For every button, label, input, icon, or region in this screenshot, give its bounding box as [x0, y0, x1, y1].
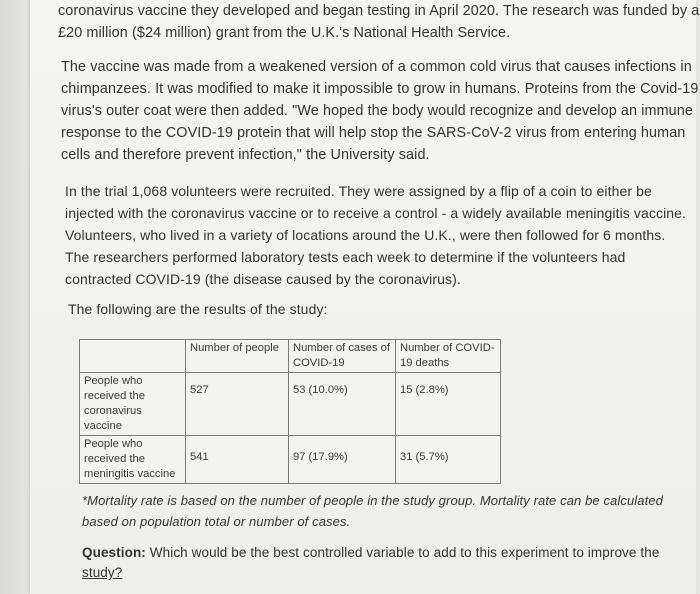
table-row	[80, 436, 501, 484]
document-page	[30, 0, 700, 594]
table-cell-group: People who received the coronavirus vaccine	[80, 373, 186, 436]
intro-paragraph	[58, 0, 699, 44]
question-label: Question:	[82, 545, 146, 560]
text-line: response to the COVID-19 protein that will help stop the SARS-CoV-2 virus from entering human	[61, 125, 686, 141]
text-line: In the trial 1,068 volunteers were recruited. They were assigned by a flip of a coin to either be	[65, 183, 652, 199]
text-line: cells and therefore prevent infection," the University said.	[61, 147, 430, 163]
text-line: coronavirus vaccine they developed and began testing in April 2020. The research was funded by a	[58, 3, 700, 19]
results-intro	[68, 298, 328, 320]
text-line: *Mortality rate is based on the number of people in the study group. Mortality rate can be calculated	[82, 493, 663, 508]
table-cell-cases: 97 (17.9%)	[289, 436, 396, 484]
results-table	[79, 339, 501, 484]
question-text: Which would be the best controlled variable to add to this experiment to improve the	[149, 545, 660, 560]
text-line: Volunteers, who lived in a variety of locations around the U.K., were then followed for 6 months.	[65, 227, 666, 243]
text-line: The vaccine was made from a weakened version of a common cold virus that causes infections in	[61, 59, 692, 75]
text-line: virus's outer coat were then added. "We hoped the body would recognize and develop an immune	[61, 103, 693, 119]
text-line: The researchers performed laboratory tests each week to determine if the volunteers had	[65, 249, 626, 265]
table-header-cell: Number of COVID-19 deaths	[396, 340, 501, 373]
table-header-cell: Number of people	[186, 340, 289, 373]
table-header-cell	[80, 340, 186, 373]
table-header-row	[80, 340, 501, 373]
table-cell-cases: 53 (10.0%)	[289, 373, 396, 436]
question-text-line2: study?	[82, 565, 123, 580]
table-row	[80, 373, 501, 436]
vaccine-paragraph	[61, 56, 698, 166]
table-cell-group: People who received the meningitis vaccine	[80, 436, 186, 484]
text-line: based on population total or number of cases.	[82, 514, 351, 529]
table-cell-deaths: 15 (2.8%)	[396, 373, 501, 436]
table-cell-people: 527	[186, 373, 289, 436]
text-line: contracted COVID-19 (the disease caused by the coronavirus).	[65, 271, 461, 287]
table-cell-people: 541	[186, 436, 289, 484]
text-line: £20 million ($24 million) grant from the U.K.'s National Health Service.	[58, 25, 511, 41]
trial-paragraph	[65, 180, 686, 290]
table-cell-deaths: 31 (5.7%)	[396, 436, 501, 484]
text-line: chimpanzees. It was modified to make it impossible to grow in humans. Proteins from the Covid-19	[61, 81, 699, 97]
text-line: The following are the results of the study:	[68, 301, 328, 317]
table-header-cell: Number of cases of COVID-19	[289, 340, 396, 373]
footnote	[82, 490, 663, 532]
question-block	[82, 543, 659, 583]
text-line: injected with the coronavirus vaccine or to receive a control - a widely available meningitis vaccine.	[65, 205, 687, 221]
